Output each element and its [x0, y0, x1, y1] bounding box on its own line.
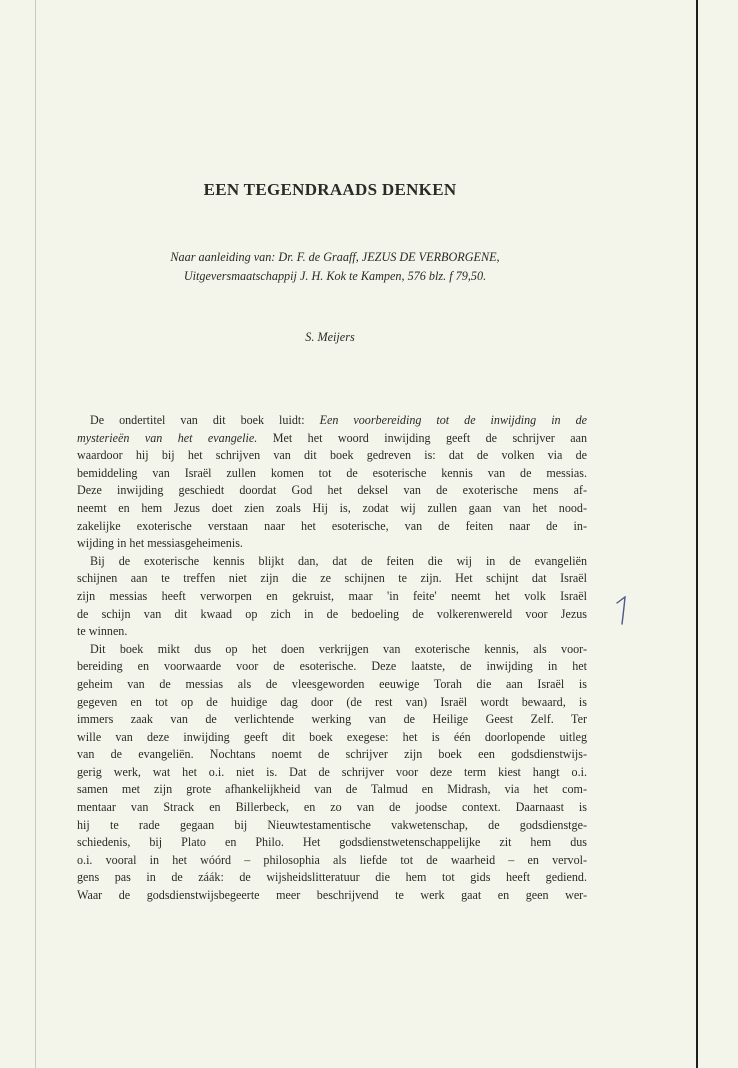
body-line: hij te rade gegaan bij Nieuwtestamentische vakwetenschap, de godsdienstge- — [77, 817, 587, 832]
body-line: wille van deze inwijding geeft dit boek exegese: het is één doorlopende uitleg — [77, 729, 587, 744]
body-line — [77, 430, 587, 448]
body-line: neemt en hem Jezus doet zien zoals Hij is, zodat wij zullen gaan van het nood- — [77, 500, 587, 515]
body-line: schiedenis, bij Plato en Philo. Het godsdienstwetenschappelijke zit hem dus — [77, 835, 587, 850]
subtitle-line-2: Uitgeversmaatschappij J. H. Kok te Kampen, 576 blz. f 79,50. — [183, 269, 487, 283]
body-line: gerig werk, wat het o.i. niet is. Dat de schrijver voor deze term kiest hangt o.i. — [77, 764, 587, 779]
article-subtitle — [95, 248, 575, 286]
body-line: zakelijke exoterische verstaan naar het esoterische, van de feiten naar de in- — [77, 518, 587, 533]
subtitle-line-1: Naar aanleiding van: Dr. F. de Graaff, JEZUS DE VERBORGENE, — [170, 250, 500, 264]
body-line: bemiddeling van Israël zullen komen tot de esoterische kennis van de messias. — [77, 465, 587, 480]
body-line: de schijn van dit kwaad op zich in de bedoeling de volkerenwereld voor Jezus — [77, 606, 587, 621]
text-run: Met het woord inwijding geeft de schrijver aan — [257, 430, 587, 445]
body-line: zijn messias heeft verworpen en gekruist, maar 'in feite' neemt het volk Israël — [77, 588, 587, 603]
article-body — [77, 412, 587, 905]
body-line: wijding in het messiasgeheimenis. — [77, 536, 243, 551]
body-line: o.i. vooral in het wóórd – philosophia als liefde tot de waarheid – en vervol- — [77, 852, 587, 867]
article-author: S. Meijers — [305, 330, 355, 344]
body-line: Deze inwijding geschiedt doordat God het deksel van de exoterische mens af- — [77, 483, 587, 498]
body-line: waardoor hij bij het schrijven van dit boek gedreven is: dat de volken via de — [77, 448, 587, 463]
body-line: Bij de exoterische kennis blijkt dan, dat de feiten die wij in de evangeliën — [90, 553, 587, 568]
text-run: De ondertitel van dit boek luidt: — [90, 413, 320, 427]
body-line: geheim van de messias als de vleesgeworden eeuwige Torah die aan Israël is — [77, 676, 587, 691]
body-line: immers zaak van de verlichtende werking van de Heilige Geest Zelf. Ter — [77, 712, 587, 727]
body-line: gens pas in de záák: de wijsheidslitteratuur die hem tot gids heeft gediend. — [77, 870, 587, 885]
italic-run: Een voorbereiding tot de inwijding in de — [319, 413, 587, 427]
body-line: Waar de godsdienstwijsbegeerte meer beschrijvend te werk gaat en geen wer- — [77, 888, 587, 903]
body-line: te winnen. — [77, 624, 128, 639]
body-line: samen met zijn grote afhankelijkheid van de Talmud en Midrash, via het com- — [77, 782, 587, 797]
page-left-edge — [35, 0, 36, 1068]
article-title: EEN TEGENDRAADS DENKEN — [203, 180, 457, 199]
body-line: van de evangeliën. Nochtans noemt de schrijver zijn boek een godsdienstwijs- — [77, 747, 587, 762]
body-line: schijnen aan te treffen niet zijn die ze schijnen te zijn. Het schijnt dat Israël — [77, 571, 587, 586]
italic-run: mysterieën van het evangelie. — [77, 430, 258, 445]
body-line: Dit boek mikt dus op het doen verkrijgen van exoterische kennis, als voor- — [90, 641, 587, 656]
body-line — [77, 412, 587, 430]
body-line: bereiding en voorwaarde voor de esoterische. Deze laatste, de inwijding in het — [77, 659, 587, 674]
body-line: mentaar van Strack en Billerbeck, en zo van de joodse context. Daarnaast is — [77, 800, 587, 815]
body-line: gegeven en tot op de huidige dag door (de rest van) Israël wordt bewaard, is — [77, 694, 587, 709]
page-right-edge — [696, 0, 698, 1068]
handwritten-mark-icon — [615, 596, 629, 626]
